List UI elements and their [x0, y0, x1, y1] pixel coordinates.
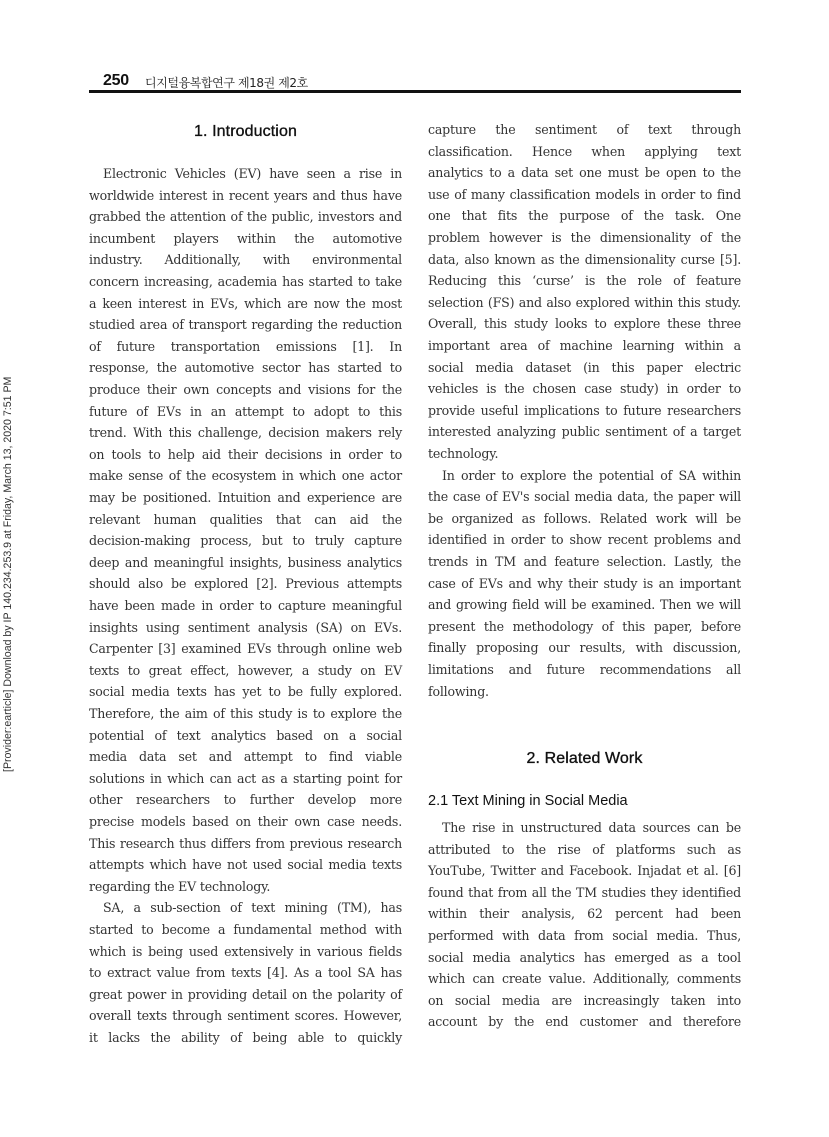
- text-line: may be positioned. Intuition and experience are: [89, 490, 402, 505]
- text-line: found that from all the TM studies they identified: [428, 884, 741, 900]
- text-line: make sense of the ecosystem in which one actor: [89, 468, 402, 484]
- header-rule: [89, 90, 741, 93]
- text-line: and growing field will be examined. Then we will: [428, 597, 741, 613]
- text-line: Electronic Vehicles (EV) have seen a rise in: [103, 166, 402, 181]
- section-heading-introduction: 1. Introduction: [194, 123, 297, 140]
- text-line: relevant human qualities that can aid the: [89, 511, 402, 527]
- text-line: case of EVs and why their study is an important: [428, 575, 741, 591]
- text-line: response, the automotive sector has started to: [89, 360, 402, 376]
- text-line: on tools to help aid their decisions in order to: [89, 446, 402, 462]
- text-line: solutions in which can act as a starting point for: [89, 770, 402, 786]
- text-line: problem however is the dimensionality of the: [428, 230, 741, 245]
- text-line: interested analyzing public sentiment of a target: [428, 424, 741, 440]
- text-line: great power in providing detail on the polarity of: [89, 986, 402, 1002]
- text-line: following.: [428, 683, 489, 699]
- text-line: it lacks the ability of being able to quickly: [89, 1030, 402, 1045]
- text-line: the case of EV's social media data, the paper will: [428, 489, 741, 505]
- text-line: on social media are increasingly taken into: [428, 992, 741, 1008]
- text-line: This research thus differs from previous research: [89, 835, 402, 851]
- text-line: data, also known as the dimensionality curse [5].: [428, 251, 741, 267]
- text-line: media data set and attempt to find viable: [89, 749, 402, 765]
- text-line: precise models based on their own case needs.: [89, 814, 402, 829]
- text-line: finally proposing our results, with discussion,: [428, 640, 741, 656]
- text-line: provide useful implications to future researchers: [428, 402, 741, 418]
- text-line: important area of machine learning within a: [428, 338, 741, 353]
- download-watermark: [Provider:earticle] Download by IP 140.234.253.9 at Friday, March 13, 2020 7:51 PM: [2, 376, 14, 772]
- text-line: started to become a fundamental method with: [89, 922, 402, 937]
- text-line: attempts which have not used social media texts: [89, 857, 402, 873]
- subsection-heading-text-mining: 2.1 Text Mining in Social Media: [428, 793, 628, 809]
- text-line: other researchers to further develop more: [89, 792, 402, 808]
- text-line: identified in order to show recent problems and: [428, 532, 741, 548]
- text-line: insights using sentiment analysis (SA) on EVs.: [89, 619, 402, 635]
- text-line: classification. Hence when applying text: [428, 143, 741, 159]
- text-line: regarding the EV technology.: [89, 878, 271, 894]
- section-heading-related-work: 2. Related Work: [526, 750, 643, 767]
- text-line: YouTube, Twitter and Facebook. Injadat et al. [6]: [428, 863, 741, 879]
- text-line: analytics to a data set one must be open to the: [428, 165, 741, 181]
- text-line: worldwide interest in recent years and thus have: [89, 187, 402, 203]
- text-line: which is being used extensively in various fields: [89, 943, 402, 959]
- text-line: should also be explored [2]. Previous attempts: [89, 576, 402, 592]
- text-line: of future transportation emissions [1]. In: [89, 338, 402, 354]
- text-line: incumbent players within the automotive: [89, 230, 402, 246]
- text-line: trend. With this challenge, decision makers rely: [89, 425, 402, 441]
- text-line: studied area of transport regarding the reduction: [89, 317, 402, 333]
- text-line: produce their own concepts and visions for the: [89, 382, 402, 397]
- text-line: performed with data from social media. Thus,: [428, 928, 741, 943]
- text-line: Therefore, the aim of this study is to explore the: [89, 706, 402, 721]
- text-line: decision-making process, but to truly capture: [89, 533, 402, 549]
- text-line: one that fits the purpose of the task. One: [428, 208, 741, 224]
- text-line: Overall, this study looks to explore these three: [428, 316, 741, 332]
- text-line: In order to explore the potential of SA within: [442, 467, 741, 483]
- text-line: use of many classification models in order to find: [428, 186, 741, 202]
- text-line: social media dataset (in this paper electric: [428, 359, 741, 375]
- text-line: social media texts has yet to be fully explored.: [89, 684, 402, 700]
- text-line: present the methodology of this paper, before: [428, 618, 741, 634]
- text-line: Carpenter [3] examined EVs through online web: [89, 641, 402, 657]
- text-line: which can create value. Additionally, comments: [428, 971, 741, 987]
- text-line: vehicles is the chosen case study) in order to: [428, 381, 741, 397]
- text-line: to extract value from texts [4]. As a tool SA has: [89, 965, 402, 981]
- page-number: 250: [103, 72, 129, 89]
- journal-title: 디지털융복합연구 제18권 제2호: [145, 76, 308, 90]
- text-line: have been made in order to capture meaningful: [89, 598, 402, 613]
- text-line: technology.: [428, 446, 499, 461]
- text-line: grabbed the attention of the public, investors and: [89, 209, 402, 225]
- text-line: capture the sentiment of text through: [428, 122, 741, 137]
- text-line: SA, a sub-section of text mining (TM), has: [103, 900, 402, 916]
- text-line: Reducing this ‘curse’ is the role of feature: [428, 273, 741, 289]
- text-line: account by the end customer and therefore: [428, 1014, 741, 1030]
- text-line: potential of text analytics based on a social: [89, 727, 402, 743]
- text-line: concern increasing, academia has started to take: [89, 274, 402, 289]
- text-line: trends in TM and feature selection. Lastly, the: [428, 554, 741, 569]
- text-line: social media analytics has emerged as a tool: [428, 949, 741, 965]
- text-line: deep and meaningful insights, business analytics: [89, 554, 402, 570]
- text-line: selection (FS) and also explored within this study.: [428, 294, 741, 310]
- text-line: attributed to the rise of platforms such as: [428, 841, 741, 857]
- text-line: within their analysis, 62 percent had been: [428, 906, 741, 922]
- text-line: be organized as follows. Related work will be: [428, 510, 741, 526]
- text-line: a keen interest in EVs, which are now the most: [89, 295, 402, 311]
- text-line: future of EVs in an attempt to adopt to this: [89, 403, 402, 419]
- text-line: texts to great effect, however, a study on EV: [89, 662, 402, 678]
- text-line: limitations and future recommendations all: [428, 662, 741, 677]
- text-line: The rise in unstructured data sources can be: [442, 820, 741, 835]
- text-line: industry. Additionally, with environmental: [89, 252, 402, 268]
- text-line: overall texts through sentiment scores. However,: [89, 1008, 402, 1024]
